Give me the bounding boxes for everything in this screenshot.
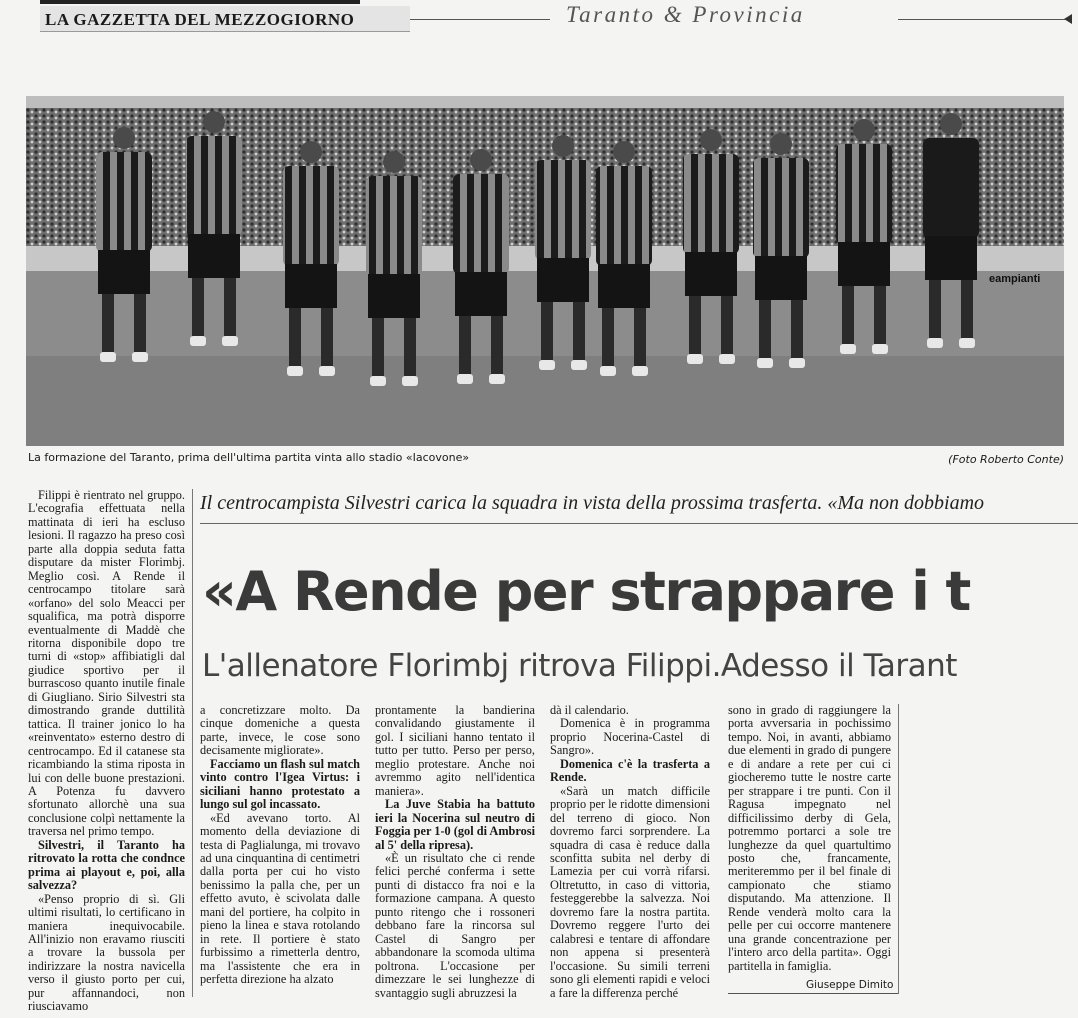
article-column-2 (200, 704, 360, 987)
player-head (383, 151, 405, 173)
article-column-1 (28, 489, 185, 1014)
paragraph: «È un risultato che ci rende felici perché conferma i sette punti di distacco fra noi e la formazione campana. A questo punto ritengo che i rossoneri debbano fare la rincorsa sul Castel di Sangro per abbandonare la scomoda ultima poltrona. L'occasione per dimezzare le sei lunghezze di svantaggio sugli abruzzesi la (375, 850, 535, 1000)
ad-board-text: eampianti (989, 273, 1041, 285)
photo-credit: (Foto Roberto Conte) (948, 453, 1064, 466)
player-leg (192, 278, 204, 338)
player-leg (689, 296, 701, 356)
player-leg (321, 308, 333, 368)
player-leg (929, 280, 941, 340)
question-paragraph: Facciamo un flash sul match vinto contro l'Igea Virtus: i siciliani hanno protestato a lungo sul gol incassato. (200, 756, 360, 812)
player-leg (791, 300, 803, 360)
player-leg (404, 318, 416, 378)
player-head (770, 133, 792, 155)
player-leg (134, 294, 146, 354)
article-kicker: Il centrocampista Silvestri carica la squadra in vista della prossima trasferta. «Ma non dobbiamo (200, 492, 985, 514)
kicker-rule (200, 523, 1078, 524)
player-leg (102, 294, 114, 354)
player-head (470, 149, 492, 171)
article-column-3 (375, 704, 535, 1000)
player-boot (319, 366, 335, 376)
player-boot (370, 376, 386, 386)
player-boot (687, 354, 703, 364)
player-jersey (836, 144, 892, 244)
player-boot (789, 358, 805, 368)
player-shorts (755, 256, 807, 300)
player-shorts (598, 264, 650, 308)
player-jersey (453, 174, 509, 274)
player-head (853, 119, 875, 141)
player-boot (402, 376, 418, 386)
player-shorts (537, 258, 589, 302)
player-boot (757, 358, 773, 368)
paragraph: prontamente la bandierina convalidando giustamente il gol. I siciliani hanno tentato il tutto per tutto. Perso per perso, meglio protestare. Anche noi avremmo agito nell'identica maniera». (375, 703, 535, 798)
team-photo (26, 96, 1064, 446)
player-leg (491, 316, 503, 376)
player-head (940, 113, 962, 135)
player-jersey (96, 152, 152, 252)
player-head (700, 129, 722, 151)
player-leg (842, 286, 854, 346)
paragraph: sono in grado di raggiungere la porta avversaria in pochissimo tempo. Noi, in avanti, abbiamo due elementi in grado di pungere e di andare a rete per cui ci giocheremo tutte le nostre carte per strappare i tre punti. Con il Ragusa impegnato nel difficilissimo derby di Gela, potremmo portarci a sole tre lunghezze da quel quartultimo posto che, francamente, meriteremmo per il bel finale di campionato che stiamo disputando. Ma attenzione. Il Rende venderà molto cara la pelle per cui occorre mantenere una grande concentrazione per l'intero arco della partita». Oggi partitella in famiglia. (728, 703, 891, 973)
player-jersey (923, 138, 979, 238)
player-jersey (366, 176, 422, 276)
player-boot (840, 344, 856, 354)
article-column-5 (728, 704, 891, 973)
header-arrow-icon (1064, 14, 1072, 24)
player-jersey (753, 158, 809, 258)
column-divider (898, 704, 899, 994)
player-head (300, 141, 322, 163)
player-jersey (596, 166, 652, 266)
player-leg (289, 308, 301, 368)
player-shorts (188, 234, 240, 278)
player-shorts (925, 236, 977, 280)
player-leg (634, 308, 646, 368)
question-paragraph: Domenica c'è la trasferta a Rende. (550, 756, 710, 785)
player-leg (602, 308, 614, 368)
player-jersey (683, 154, 739, 254)
player-boot (457, 374, 473, 384)
player-leg (961, 280, 973, 340)
player-leg (372, 318, 384, 378)
player-boot (872, 344, 888, 354)
player-shorts (685, 252, 737, 296)
player-shorts (455, 272, 507, 316)
author-byline: Giuseppe Dimito (806, 979, 894, 991)
section-title: Taranto & Provincia (566, 2, 805, 27)
player-boot (632, 366, 648, 376)
player-leg (224, 278, 236, 338)
masthead-top-rule (40, 0, 360, 4)
player-head (613, 141, 635, 163)
paragraph: a concretizzare molto. Da cinque domeniche a questa parte, invece, le cose sono decisamente migliorate». (200, 703, 360, 758)
player-boot (571, 360, 587, 370)
player-boot (132, 352, 148, 362)
player-boot (719, 354, 735, 364)
player-boot (489, 374, 505, 384)
player-leg (573, 302, 585, 362)
player-boot (600, 366, 616, 376)
player-leg (874, 286, 886, 346)
photo-caption: La formazione del Taranto, prima dell'ultima partita vinta allo stadio «Iacovone» (28, 451, 470, 464)
question-paragraph: Silvestri, il Taranto ha ritrovato la rotta che condnce prima ai playout e, poi, alla salvezza? (28, 837, 185, 893)
player-leg (541, 302, 553, 362)
player-boot (287, 366, 303, 376)
player-jersey (283, 166, 339, 266)
newspaper-masthead: LA GAZZETTA DEL MEZZOGIORNO (40, 6, 410, 32)
stand-roof (26, 96, 1064, 108)
paragraph: «Ed avevano torto. Al momento della deviazione di testa di Paglialunga, mi trovavo ad una cinquantina di centimetri dalla porta per cui ho visto benissimo la palla che, per un effetto avuto, è scivolata dalle mani del portiere, ha colpito in pieno la linea e stava rotolando in rete. Il portiere è stato furbissimo a rimetterla dentro, ma l'assistente che era in perfetta direzione ha alzato (200, 810, 360, 987)
player-leg (459, 316, 471, 376)
player-boot (927, 338, 943, 348)
paragraph: dà il calendario. (550, 703, 629, 717)
player-shorts (98, 250, 150, 294)
player-jersey (186, 136, 242, 236)
player-boot (222, 336, 238, 346)
article-headline: «A Rende per strappare i t (202, 560, 970, 623)
paragraph: Domenica è in programma proprio Nocerina-Castel di Sangro». (550, 716, 710, 758)
article-subhead: L'allenatore Florimbj ritrova Filippi.Adesso il Tarant (202, 648, 957, 684)
article-column-4 (550, 704, 710, 1000)
byline-rule (728, 993, 898, 994)
player-head (203, 111, 225, 133)
player-leg (721, 296, 733, 356)
player-leg (759, 300, 771, 360)
header-rule-right (898, 19, 1066, 20)
column-divider (192, 489, 193, 997)
player-shorts (368, 274, 420, 318)
player-jersey (535, 160, 591, 260)
player-head (552, 135, 574, 157)
paragraph: «Penso proprio di sì. Gli ultimi risultati, lo certificano in maniera inequivocabile. All'inizio non eravamo riusciti a trovare la bussola per indirizzare la nostra navicella verso il giusto porto per cui, pur affannandoci, non riusciavamo (28, 891, 185, 1014)
paragraph: «Sarà un match difficile proprio per le ridotte dimensioni del terreno di gioco. Non dovremo farci sorprendere. La squadra di casa è reduce dalla sconfitta subita nel derby di Lamezia per cui vorrà rifarsi. Oltretutto, in caso di vittoria, festeggerebbe la salvezza. Noi dovremo fare la nostra partita. Dovremo reggere l'urto dei calabresi e tentare di affondare non appena si presenterà l'occasione. Su simili terreni sono gli elementi rapidi e veloci a fare la differenza perché (550, 783, 710, 1000)
player-boot (539, 360, 555, 370)
player-shorts (285, 264, 337, 308)
question-paragraph: La Juve Stabia ha battuto ieri la Nocerina sul neutro di Foggia per 1-0 (gol di Ambrosi al 5' della ripresa). (375, 797, 535, 852)
player-boot (100, 352, 116, 362)
player-head (113, 127, 135, 149)
player-boot (190, 336, 206, 346)
header-rule-left (410, 19, 550, 20)
paragraph: Filippi è rientrato nel gruppo. L'ecografia effettuata nella mattinata di ieri ha escluso lesioni. Il ragazzo ha preso così parte alla doppia seduta fatta disputare da mister Florimbj. Meglio così. A Rende il centrocampo titolare sarà «orfano» del solo Meacci per squalifica, ma potrà disporre eventualmente di Maddè che ritorna disponibile dopo tre turni di «stop» affibiatigli dal giudice sportivo per il burrascoso quanto inutile finale di Giugliano. Sirio Silvestri sta dimostrando grande duttilità tattica. Il trainer jonico lo ha «reinventato» esterno destro di centrocampo. Ed il catanese sta ricambiando la stima riposta in lui con delle buone prestazioni. A Potenza fu davvero sfortunato allorchè una sua conclusione colpì nettamente la traversa nel primo tempo. (28, 488, 185, 839)
player-boot (959, 338, 975, 348)
player-shorts (838, 242, 890, 286)
